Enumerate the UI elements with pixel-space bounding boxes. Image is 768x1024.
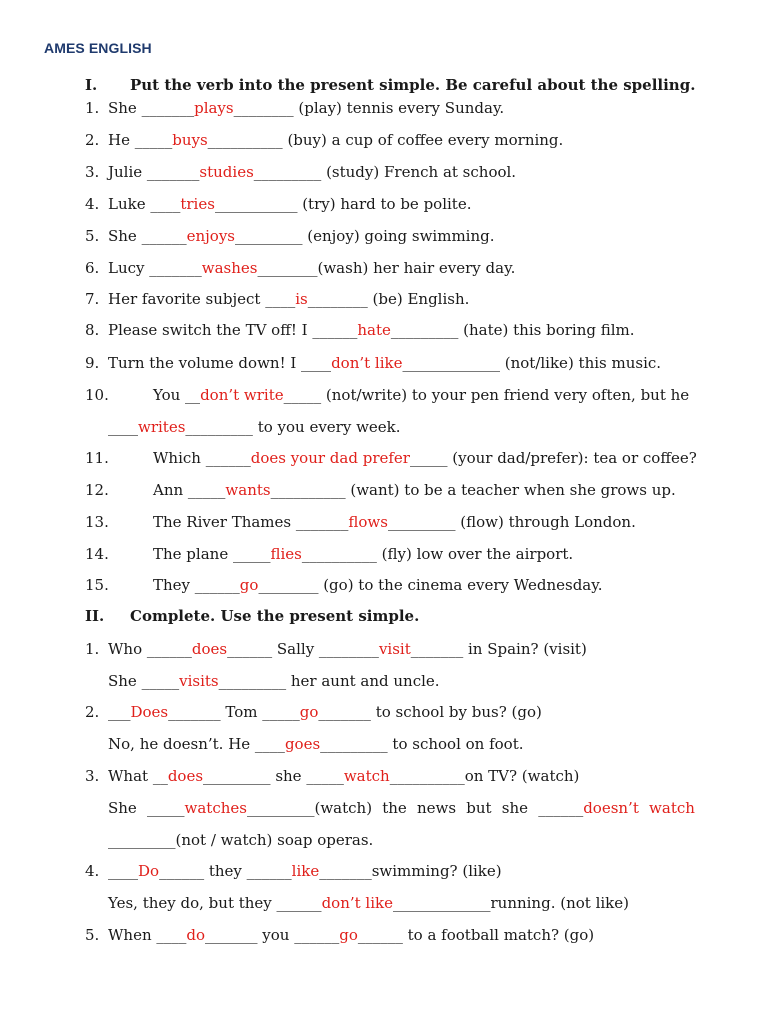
sentence-start: The plane _____ bbox=[153, 545, 271, 563]
sentence-start: Her favorite subject ____ bbox=[108, 290, 296, 308]
sentence-start: Julie _______ bbox=[108, 163, 200, 181]
answer-text: don’t like bbox=[331, 354, 403, 372]
sentence bbox=[108, 893, 629, 913]
sentence-start: You __ bbox=[153, 386, 201, 404]
answer-text: visit bbox=[378, 640, 411, 658]
sentence-end: ________ (play) tennis every Sunday. bbox=[233, 99, 505, 117]
sentence-start: She _______ bbox=[108, 99, 195, 117]
sentence bbox=[108, 830, 373, 850]
answer-text: goes bbox=[284, 735, 321, 753]
answer-text: studies bbox=[199, 163, 254, 181]
item-number: 9. bbox=[85, 354, 100, 372]
answer-text: don’t write bbox=[200, 386, 284, 404]
item-number: 2. bbox=[85, 703, 100, 721]
sentence bbox=[108, 734, 524, 754]
answer-text: does bbox=[167, 767, 204, 785]
sentence bbox=[108, 417, 401, 437]
sentence-part: _________ she _____ bbox=[203, 767, 344, 785]
item-number: 5. bbox=[85, 926, 100, 944]
answer-text: go bbox=[299, 703, 319, 721]
answer-text: visits bbox=[179, 672, 219, 690]
answer-text: doesn’t bbox=[583, 799, 639, 817]
sentence-part: __________on TV? (watch) bbox=[389, 767, 580, 785]
sentence bbox=[108, 162, 516, 182]
sentence-part: _____________running. (not like) bbox=[392, 894, 629, 912]
answer-text: buys bbox=[172, 131, 208, 149]
answer-text: watch bbox=[649, 799, 695, 817]
answer-text: plays bbox=[194, 99, 234, 117]
answer-text: hate bbox=[357, 321, 391, 339]
sentence-part: ______ Sally ________ bbox=[227, 640, 379, 658]
sentence-start: They ______ bbox=[153, 576, 240, 594]
item-number: 4. bbox=[85, 862, 100, 880]
item-number: 11. bbox=[85, 449, 109, 467]
sentence-end: ________(wash) her hair every day. bbox=[257, 259, 516, 277]
section-2-title: Complete. Use the present simple. bbox=[130, 607, 420, 625]
sentence-start: Luke ____ bbox=[108, 195, 181, 213]
item-number: 6. bbox=[85, 259, 100, 277]
answer-text: go bbox=[239, 576, 259, 594]
sentence-part: ___ bbox=[108, 703, 131, 721]
answer-text: like bbox=[291, 862, 320, 880]
answer-text: watch bbox=[343, 767, 390, 785]
sentence-part: _________ to school on foot. bbox=[320, 735, 524, 753]
answer-text: don’t like bbox=[321, 894, 393, 912]
answer-text: does bbox=[191, 640, 228, 658]
answer-text: watches bbox=[184, 799, 247, 817]
word bbox=[147, 798, 372, 818]
sentence-end: _________ (hate) this boring film. bbox=[390, 321, 635, 339]
item-number: 13. bbox=[85, 513, 109, 531]
section-2-numeral: II. bbox=[85, 607, 105, 625]
answer-text: writes bbox=[138, 418, 186, 436]
item-number: 15. bbox=[85, 576, 109, 594]
item-number: 10. bbox=[85, 386, 109, 404]
item-number: 1. bbox=[85, 99, 100, 117]
answer-text: wants bbox=[225, 481, 271, 499]
answer-text: tries bbox=[180, 195, 215, 213]
sentence-start: Lucy _______ bbox=[108, 259, 202, 277]
item-number: 8. bbox=[85, 321, 100, 339]
word: she bbox=[501, 799, 528, 817]
sentence-start: The River Thames _______ bbox=[153, 513, 349, 531]
sentence-start: Ann _____ bbox=[153, 481, 226, 499]
blank: _________(watch) bbox=[246, 799, 373, 817]
sentence-part: ____ bbox=[108, 862, 138, 880]
sentence-end: __________ (buy) a cup of coffee every morning. bbox=[207, 131, 564, 149]
sentence bbox=[108, 258, 515, 278]
sentence bbox=[108, 925, 594, 945]
sentence-part: _______ Tom _____ bbox=[168, 703, 300, 721]
word: but bbox=[466, 799, 492, 817]
item-number: 5. bbox=[85, 227, 100, 245]
sentence-end: _________ to you every week. bbox=[185, 418, 401, 436]
sentence-part: Who ______ bbox=[108, 640, 192, 658]
answer-text: Does bbox=[130, 703, 169, 721]
answer-text: is bbox=[295, 290, 308, 308]
sentence-part: No, he doesn’t. He ____ bbox=[108, 735, 285, 753]
sentence-end: ________ (be) English. bbox=[307, 290, 470, 308]
sentence-end: _____ (your dad/prefer): tea or coffee? bbox=[409, 449, 697, 467]
section-1-title: Put the verb into the present simple. Be careful about the spelling. bbox=[130, 76, 696, 94]
sentence bbox=[108, 130, 563, 150]
item-number: 7. bbox=[85, 290, 100, 308]
sentence-part: When ____ bbox=[108, 926, 187, 944]
sentence bbox=[153, 448, 697, 468]
blank: _____ bbox=[147, 799, 185, 817]
word bbox=[538, 798, 639, 818]
answer-text: washes bbox=[201, 259, 258, 277]
sentence-start: Please switch the TV off! I ______ bbox=[108, 321, 358, 339]
item-number: 3. bbox=[85, 767, 100, 785]
sentence bbox=[153, 544, 573, 564]
sentence-part: _______swimming? (like) bbox=[319, 862, 502, 880]
sentence-start: Which ______ bbox=[153, 449, 251, 467]
sentence bbox=[108, 226, 495, 246]
sentence-start: He _____ bbox=[108, 131, 173, 149]
sentence-end: ________ (go) to the cinema every Wednesday. bbox=[258, 576, 603, 594]
word: news bbox=[417, 799, 457, 817]
sentence-part: _______ you ______ bbox=[205, 926, 340, 944]
sentence-end: __________ (want) to be a teacher when she grows up. bbox=[270, 481, 676, 499]
sentence bbox=[108, 702, 542, 722]
sentence-start: Turn the volume down! I ____ bbox=[108, 354, 332, 372]
sentence bbox=[108, 98, 504, 118]
sentence bbox=[108, 320, 635, 340]
sentence bbox=[108, 671, 440, 691]
answer-text: enjoys bbox=[186, 227, 235, 245]
sentence bbox=[153, 575, 603, 595]
sentence-part: What __ bbox=[108, 767, 168, 785]
answer-text: Do bbox=[138, 862, 160, 880]
sentence-part: _________ her aunt and uncle. bbox=[218, 672, 440, 690]
section-1-numeral: I. bbox=[85, 76, 98, 94]
sentence-part: _______ to school by bus? (go) bbox=[318, 703, 542, 721]
sentence bbox=[153, 480, 676, 500]
sentence-part: She _____ bbox=[108, 672, 180, 690]
sentence bbox=[108, 639, 587, 659]
sentence-start: She ______ bbox=[108, 227, 187, 245]
sentence-end: _____________ (not/like) this music. bbox=[402, 354, 662, 372]
sentence bbox=[108, 353, 661, 373]
justified-sentence bbox=[108, 798, 695, 818]
answer-text: do bbox=[186, 926, 206, 944]
item-number: 12. bbox=[85, 481, 109, 499]
sentence-end: _________ (study) French at school. bbox=[253, 163, 517, 181]
answer-text: flies bbox=[270, 545, 302, 563]
item-number: 4. bbox=[85, 195, 100, 213]
sentence-end: __________ (fly) low over the airport. bbox=[301, 545, 574, 563]
sentence bbox=[108, 289, 469, 309]
sentence-part: Yes, they do, but they ______ bbox=[108, 894, 322, 912]
answer-text: go bbox=[339, 926, 358, 944]
brand-header: AMES ENGLISH bbox=[44, 40, 152, 56]
sentence-part: ______ they ______ bbox=[159, 862, 292, 880]
blank: ______ bbox=[538, 799, 584, 817]
sentence-end: _____ (not/write) to your pen friend very often, but he bbox=[283, 386, 690, 404]
item-number: 3. bbox=[85, 163, 100, 181]
item-number: 2. bbox=[85, 131, 100, 149]
item-number: 14. bbox=[85, 545, 109, 563]
sentence-part: _________(not / watch) soap operas. bbox=[108, 831, 374, 849]
sentence bbox=[108, 194, 471, 214]
sentence-end: _________ (flow) through London. bbox=[387, 513, 636, 531]
word: She bbox=[108, 799, 137, 817]
sentence-part: ______ to a football match? (go) bbox=[357, 926, 595, 944]
word: the bbox=[382, 799, 407, 817]
answer-text: flows bbox=[348, 513, 388, 531]
item-number: 1. bbox=[85, 640, 100, 658]
sentence bbox=[153, 385, 689, 405]
sentence-part: _______ in Spain? (visit) bbox=[410, 640, 587, 658]
sentence-end: _________ (enjoy) going swimming. bbox=[235, 227, 495, 245]
sentence bbox=[108, 861, 502, 881]
sentence bbox=[108, 766, 579, 786]
sentence bbox=[153, 512, 636, 532]
answer-text: does your dad prefer bbox=[250, 449, 410, 467]
sentence-end: ___________ (try) hard to be polite. bbox=[214, 195, 472, 213]
sentence-start: ____ bbox=[108, 418, 138, 436]
